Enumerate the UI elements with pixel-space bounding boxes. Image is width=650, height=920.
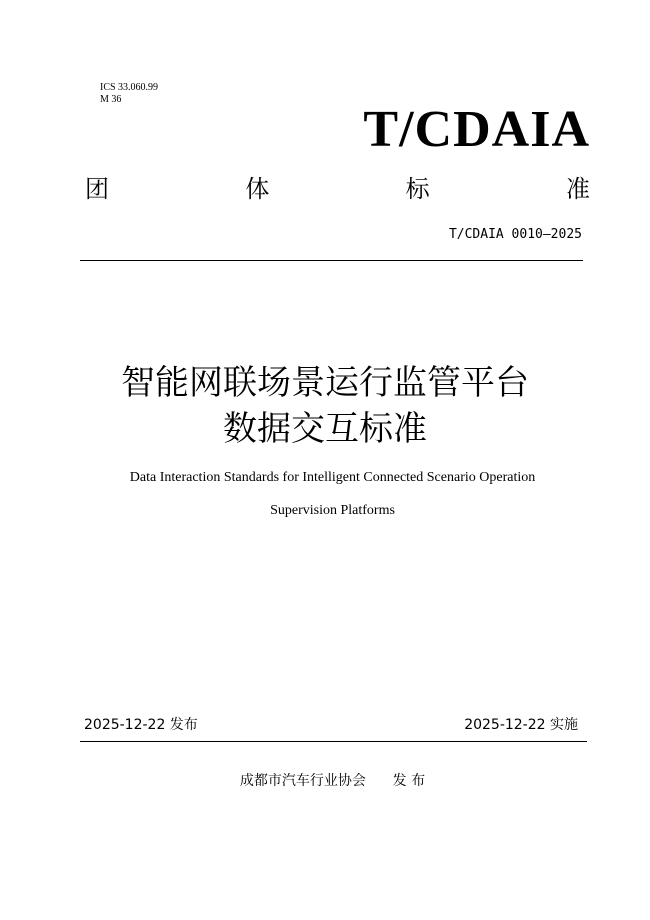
document-type-char: 准 [565, 175, 590, 203]
header-divider [80, 260, 583, 261]
document-type-char: 团 [85, 175, 109, 203]
standard-number: T/CDAIA 0010—2025 [448, 227, 582, 242]
chinese-title-line: 智能网联场景运行监管平台 [121, 363, 529, 403]
publisher-line: 成都市汽车行业协会 发 布 [239, 773, 426, 789]
ics-code: ICS 33.060.99 [100, 82, 159, 93]
issue-date: 2025-12-22 发布 [84, 717, 198, 733]
english-title [0, 461, 650, 527]
document-type-heading [85, 173, 590, 205]
document-type-char: 体 [245, 175, 270, 203]
chinese-title [0, 360, 650, 452]
english-title-line: Data Interaction Standards for Intelligent Connected Scenario Operation [129, 470, 536, 485]
classification-codes [100, 82, 158, 106]
implementation-date: 2025-12-22 实施 [464, 717, 578, 733]
ccs-code: M 36 [100, 94, 122, 105]
document-type-char: 标 [405, 175, 430, 203]
chinese-title-line: 数据交互标准 [223, 409, 427, 449]
organization-logo: T/CDAIA [363, 101, 590, 158]
english-title-line: Supervision Platforms [270, 503, 395, 518]
footer-divider [80, 741, 587, 742]
